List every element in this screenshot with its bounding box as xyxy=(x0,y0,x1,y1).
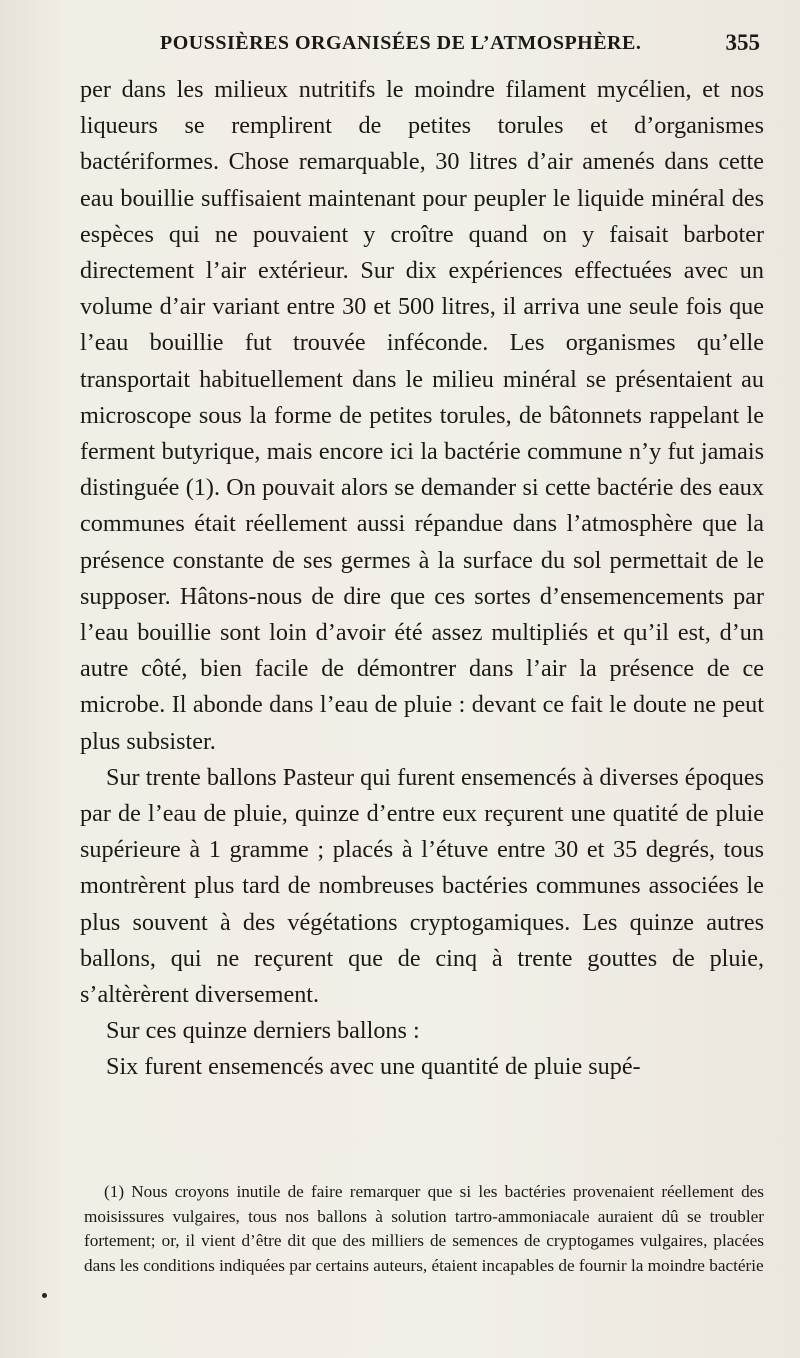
paragraph: Sur ces quinze derniers ballons : xyxy=(106,1017,420,1045)
page-number: 355 xyxy=(725,30,760,55)
paragraph: per dans les milieux nutritifs le moindre filament mycélien, et nos liqueurs se remplirent de petites torules et d’organismes bactériformes. Chose remarquable, 30 litres d’air amenés dans cette eau bouillie suffisaient maintenant pour peupler le liquide minéral des espèces qui ne pouvaient y croître quand on y faisait barboter directement l’air extérieur. Sur dix expériences effectuées avec un volume d’air variant entre 30 et 500 litres, il arriva une seule fois que l’eau bouillie fut trouvée inféconde. Les organismes qu’elle transportait habituellement dans le milieu minéral se présentaient au microscope sous la forme de petites torules, de bâtonnets rappelant le ferment butyrique, mais encore ici la bactérie commune n’y fut jamais distinguée (1). On pouvait alors se demander si cette bactérie des eaux communes était réellement aussi répandue dans l’atmosphère que la présence constante de ses germes à la surface du sol permettait de le supposer. Hâtons-nous de dire que ces sortes d’ensemencements par l’eau bouillie sont loin d’avoir été assez multipliés et qu’il est, d’un autre côté, bien facile de démontrer dans l’air la présence de ce microbe. Il abonde dans l’eau de pluie : devant ce fait le doute ne peut plus subsister. xyxy=(80,76,764,755)
page-header xyxy=(160,32,760,62)
footnote-block xyxy=(84,1180,764,1278)
paragraph: Sur trente ballons Pasteur qui furent ensemencés à diverses époques par de l’eau de pluie, quinze d’entre eux reçurent une quatité de pluie supérieure à 1 gramme ; placés à l’étuve entre 30 et 35 degrés, tous montrèrent plus tard de nombreuses bactéries communes associées le plus souvent à des végétations cryptogamiques. Les quinze autres ballons, qui ne reçurent que de cinq à trente gouttes de pluie, s’altèrèrent diversement. xyxy=(80,763,764,1009)
running-title: POUSSIÈRES ORGANISÉES DE L’ATMOSPHÈRE. xyxy=(160,32,642,54)
main-text xyxy=(80,72,764,1086)
margin-speck xyxy=(42,1293,47,1298)
paragraph: Six furent ensemencés avec une quantité de pluie supé- xyxy=(106,1053,641,1081)
footnote: (1) Nous croyons inutile de faire remarquer que si les bactéries provenaient réellement des moisissures vulgaires, tous nos ballons à solution tartro-ammoniacale auraient dû se troubler fortement; or, il vient d’être dit que des milliers de semences de cryptogames vulgaires, placées dans les conditions indiquées par certains auteurs, étaient incapables de fournir la moindre bactérie xyxy=(84,1182,764,1275)
